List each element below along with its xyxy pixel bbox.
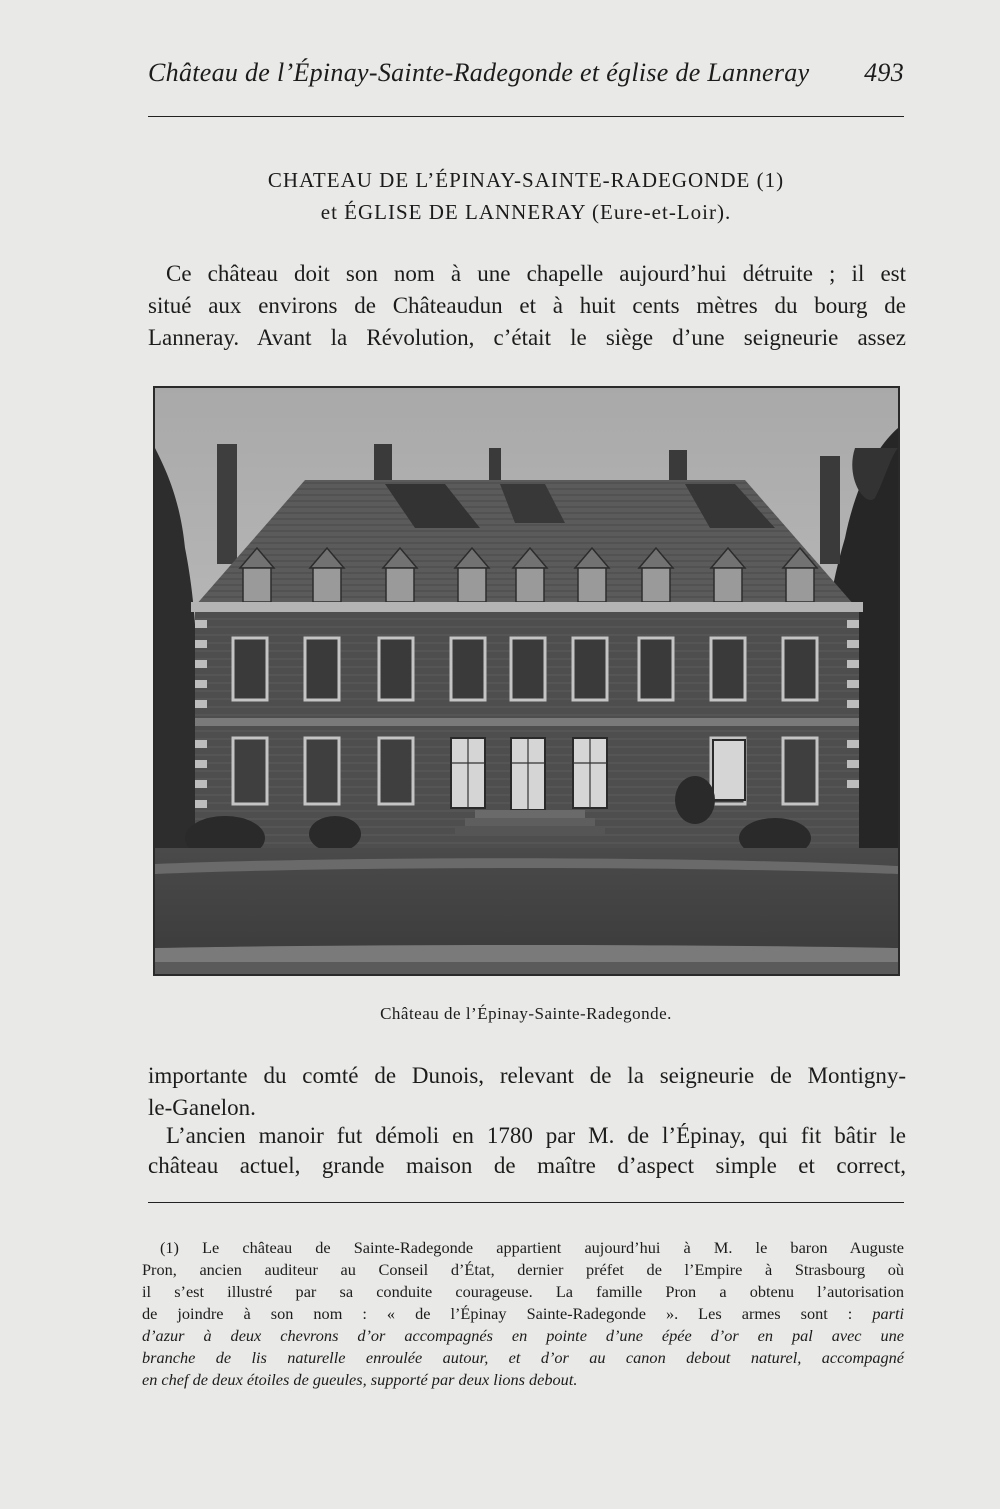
footnote-italic-line-3: en chef de deux étoiles de gueules, supporté par deux lions debout. xyxy=(142,1370,578,1389)
chateau-illustration xyxy=(155,388,898,974)
figure-caption: Château de l’Épinay-Sainte-Radegonde. xyxy=(380,1004,672,1023)
footnote-line-1: (1) Le château de Sainte-Radegonde appartient aujourd’hui à M. le baron Auguste xyxy=(160,1238,904,1257)
article-title-line-2: et ÉGLISE DE LANNERAY (Eure-et-Loir). xyxy=(320,200,732,224)
footnote-line-2: Pron, ancien auditeur au Conseil d’État, dernier préfet de l’Empire à Strasbourg où xyxy=(142,1260,904,1279)
footnote-italic-inline: parti xyxy=(872,1304,904,1323)
body-line-3: L’ancien manoir fut démoli en 1780 par M. de l’Épinay, qui fit bâtir le xyxy=(166,1123,906,1148)
body-line-1: importante du comté de Dunois, relevant de la seigneurie de Montigny- xyxy=(148,1063,906,1088)
intro-line-3: Lanneray. Avant la Révolution, c’était le siège d’une seigneurie assez xyxy=(148,325,906,350)
footnote-italic-line-2: branche de lis naturelle enroulée autour, et d’or au canon debout naturel, accompagné xyxy=(142,1348,904,1367)
article-title-line-1: CHATEAU DE L’ÉPINAY-SAINTE-RADEGONDE (1) xyxy=(267,168,785,192)
running-head-title: Château de l’Épinay-Sainte-Radegonde et église de Lanneray xyxy=(148,58,810,87)
header-rule xyxy=(148,116,904,117)
footnote-line-3: il s’est illustré par sa conduite courageuse. La famille Pron a obtenu l’autorisation xyxy=(142,1282,904,1301)
running-head xyxy=(148,58,904,88)
intro-line-2: situé aux environs de Châteaudun et à huit cents mètres du bourg de xyxy=(148,293,906,318)
footnote-italic-line-1: d’azur à deux chevrons d’or accompagnés en pointe d’une épée d’or en pal avec une xyxy=(142,1326,904,1345)
body-line-4: château actuel, grande maison de maître d’aspect simple et correct, xyxy=(148,1153,906,1178)
footnote-line-4 xyxy=(142,1303,904,1324)
page-number: 493 xyxy=(864,58,904,87)
chateau-photograph xyxy=(153,386,900,976)
intro-line-1: Ce château doit son nom à une chapelle aujourd’hui détruite ; il est xyxy=(166,261,906,286)
footnote-line-4-text: de joindre à son nom : « de l’Épinay Sainte-Radegonde ». Les armes sont : xyxy=(142,1304,853,1323)
footnote-rule xyxy=(148,1202,904,1203)
body-line-2: le-Ganelon. xyxy=(148,1095,256,1120)
